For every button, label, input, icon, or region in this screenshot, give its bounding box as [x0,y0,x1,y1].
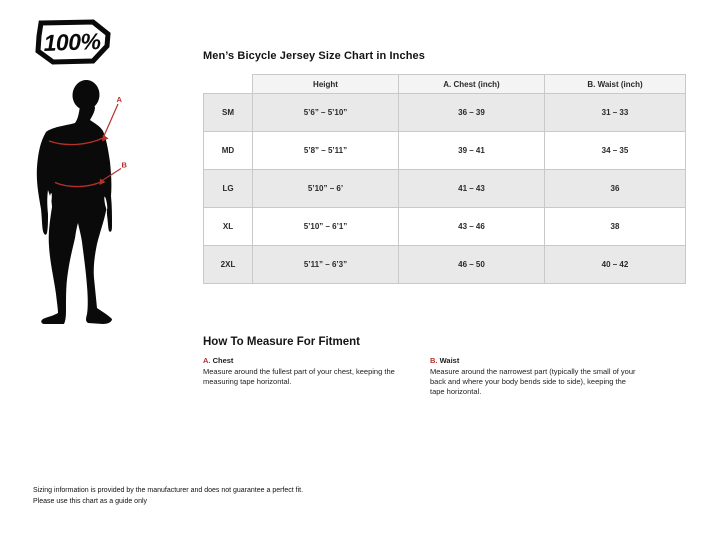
height-cell: 5’10” – 6’ [253,170,399,208]
waist-cell: 40 – 42 [545,246,686,284]
waist-word: Waist [439,356,460,365]
measurement-figure-diagram [30,78,170,330]
chest-instruction-label [203,356,421,365]
size-cell: XL [204,208,253,246]
table-row-sm [204,94,686,132]
chest-instruction-text: Measure around the fullest part of your chest, keeping the measuring tape horizontal. [203,367,395,386]
chest-cell: 46 – 50 [399,246,545,284]
waist-cell: 38 [545,208,686,246]
height-cell: 5’8” – 5’11” [253,132,399,170]
chest-cell: 41 – 43 [399,170,545,208]
waist-instruction-text: Measure around the narrowest part (typically the small of your back and where your body bends side to side), keeping the tape horizontal. [430,367,636,396]
measure-waist-column [430,356,640,397]
figure-body-silhouette [37,104,112,324]
table-row-xl [204,208,686,246]
chest-cell: 43 – 46 [399,208,545,246]
chest-leader-line [104,104,119,137]
chest-cell: 36 – 39 [399,94,545,132]
brand-logo-text: 100% [43,28,101,56]
chest-label-a: A [116,95,122,104]
measure-chest-column [203,356,421,387]
waist-cell: 34 – 35 [545,132,686,170]
size-chart-table [203,74,686,284]
table-row-lg [204,170,686,208]
waist-label-b: B [121,160,127,170]
height-cell: 5’6” – 5’10” [253,94,399,132]
disclaimer-line-1: Sizing information is provided by the manufacturer and does not guarantee a perfect fit. [33,487,304,494]
height-cell: 5’11” – 6’3” [253,246,399,284]
size-cell: MD [204,132,253,170]
chest-cell: 39 – 41 [399,132,545,170]
waist-letter: B. [430,356,438,365]
header-cell-blank [204,75,253,94]
size-cell: LG [204,170,253,208]
table-row-2xl [204,246,686,284]
header-cell-chest: A. Chest (inch) [399,75,545,94]
waist-cell: 31 – 33 [545,94,686,132]
height-cell: 5’10” – 6’1” [253,208,399,246]
page-title: Men’s Bicycle Jersey Size Chart in Inches [203,50,425,62]
chest-word: Chest [212,356,234,365]
header-cell-waist: B. Waist (inch) [545,75,686,94]
how-to-measure-heading: How To Measure For Fitment [203,336,360,348]
sizing-disclaimer [33,486,303,507]
size-cell: SM [204,94,253,132]
header-cell-height: Height [253,75,399,94]
brand-logo-100-percent-icon [28,14,118,72]
chest-letter: A. [203,356,211,365]
waist-cell: 36 [545,170,686,208]
table-row-md [204,132,686,170]
size-cell: 2XL [204,246,253,284]
waist-instruction-label [430,356,640,365]
disclaimer-line-2: Please use this chart as a guide only [33,497,148,505]
table-header-row [204,75,686,94]
